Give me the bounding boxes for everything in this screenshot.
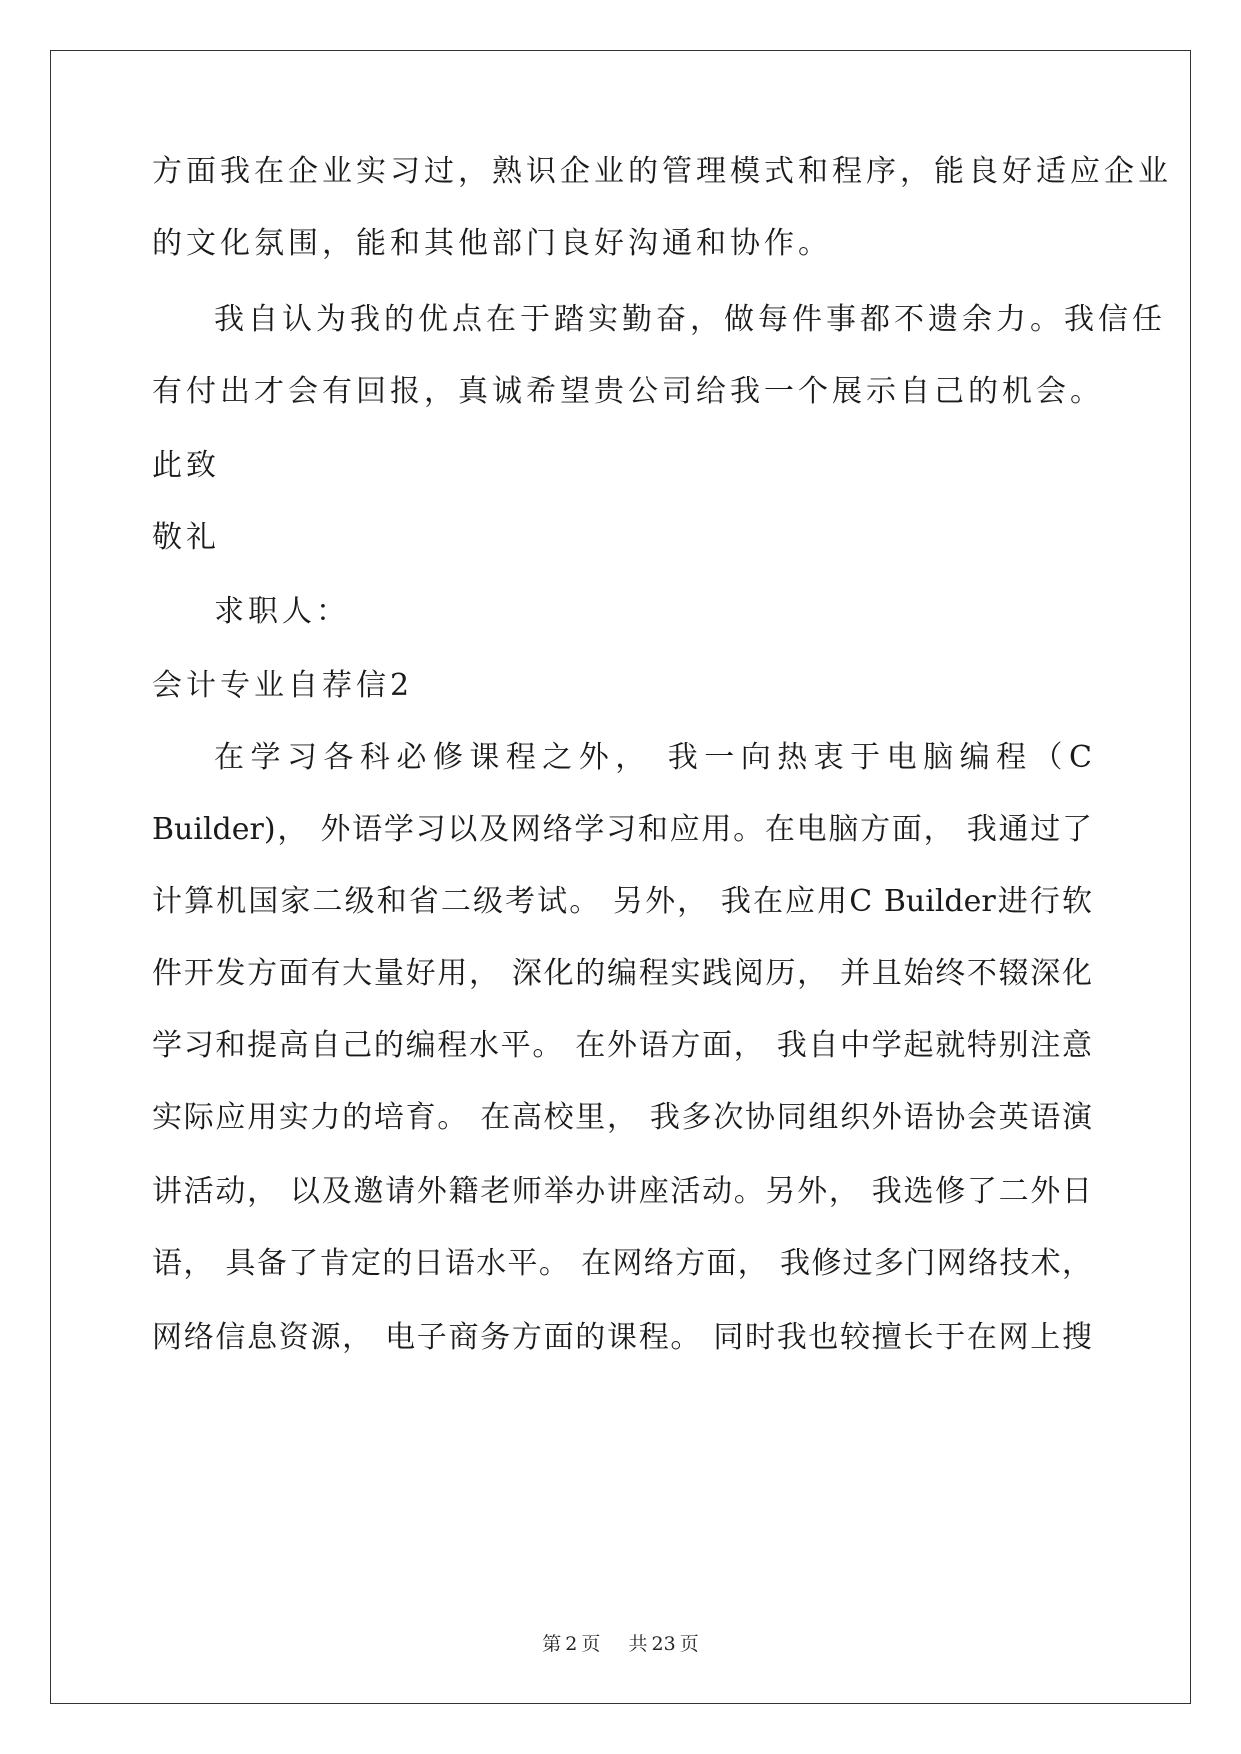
page-label-prefix: 第 xyxy=(542,1633,562,1655)
page-label-suffix: 页 xyxy=(581,1633,601,1655)
text-line: 在学习各科必修课程之外， 我一向热衷于电脑编程（C xyxy=(214,740,1092,775)
page-number: 2 xyxy=(565,1633,578,1655)
total-label-prefix: 共 xyxy=(628,1633,648,1655)
total-pages: 23 xyxy=(651,1633,676,1655)
text-line: 讲活动， 以及邀请外籍老师举办讲座活动。另外， 我选修了二外日 xyxy=(152,1174,1092,1209)
text-line: 方面我在企业实习过，熟识企业的管理模式和程序，能良好适应企业 xyxy=(152,154,1172,189)
text-line: 实际应用实力的培育。 在高校里， 我多次协同组织外语协会英语演 xyxy=(152,1100,1092,1135)
text-line: 的文化氛围，能和其他部门良好沟通和协作。 xyxy=(152,226,832,261)
text-line: 语， 具备了肯定的日语水平。 在网络方面， 我修过多门网络技术， xyxy=(152,1246,1092,1281)
page-footer xyxy=(0,1632,1241,1656)
text-line: 计算机国家二级和省二级考试。 另外， 我在应用C Builder进行软 xyxy=(152,884,1092,919)
text-line: 件开发方面有大量好用， 深化的编程实践阅历， 并且始终不辍深化 xyxy=(152,956,1092,991)
text-line: 有付出才会有回报，真诚希望贵公司给我一个展示自己的机会。 xyxy=(152,374,1104,409)
page-border xyxy=(50,50,1191,1704)
text-line: 我自认为我的优点在于踏实勤奋，做每件事都不遗余力。我信任 xyxy=(214,302,1166,337)
section-title: 会计专业自荐信2 xyxy=(152,668,414,703)
total-label-suffix: 页 xyxy=(679,1633,699,1655)
text-line: Builder)， 外语学习以及网络学习和应用。在电脑方面， 我通过了 xyxy=(152,812,1092,847)
text-line: 网络信息资源， 电子商务方面的课程。 同时我也较擅长于在网上搜 xyxy=(152,1320,1092,1355)
salutation-closing: 此致 xyxy=(152,448,220,483)
applicant-signature-label: 求职人： xyxy=(214,594,350,629)
text-line: 学习和提高自己的编程水平。 在外语方面， 我自中学起就特别注意 xyxy=(152,1028,1092,1063)
salutation-regards: 敬礼 xyxy=(152,520,220,555)
